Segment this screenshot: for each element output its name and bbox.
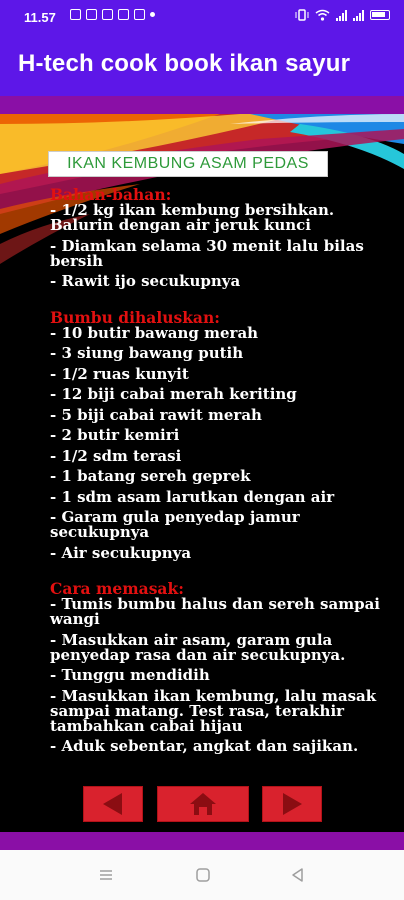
back-triangle-icon[interactable] <box>290 867 306 883</box>
gallery-icon <box>134 9 145 20</box>
list-item: - 2 butir kemiri <box>50 426 180 444</box>
wifi-icon <box>315 9 330 21</box>
next-button[interactable] <box>262 786 322 822</box>
home-circle-icon[interactable] <box>195 867 211 883</box>
app-title: H-tech cook book ikan sayur <box>18 50 351 77</box>
home-button[interactable] <box>157 786 249 822</box>
notification-icons <box>70 9 155 20</box>
list-item: - 1/2 sdm terasi <box>50 446 182 465</box>
list-item: - 1 batang sereh geprek <box>50 467 251 485</box>
messenger-icon <box>86 9 97 20</box>
list-item: - Rawit ijo secukupnya <box>50 272 241 290</box>
home-icon <box>158 787 248 821</box>
list-item: - 10 butir bawang merah <box>50 323 259 342</box>
list-item: - Diamkan selama 30 menit lalu bilas bersih <box>50 236 364 270</box>
signal-2-icon <box>353 10 364 21</box>
vibrate-icon <box>295 9 309 21</box>
app-bar <box>0 36 404 96</box>
recent-apps-icon[interactable] <box>98 867 114 883</box>
list-item: - Air secukupnya <box>50 543 192 562</box>
whatsapp-icon <box>70 9 81 20</box>
list-item: - Masukkan ikan kembung, lalu masak sampai matang. Test rasa, terakhir tambahkan cabai hijau <box>50 686 377 735</box>
bottom-divider-strip <box>0 832 404 850</box>
list-item: - Tunggu mendidih <box>50 666 210 684</box>
section-title-cooking-method: Cara memasak: <box>50 579 184 598</box>
list-item: - Aduk sebentar, angkat dan sajikan. <box>50 737 359 755</box>
top-divider-strip <box>0 96 404 114</box>
recipe-heading: IKAN KEMBUNG ASAM PEDAS <box>67 155 309 172</box>
system-status-icons <box>295 9 390 21</box>
signal-1-icon <box>336 10 347 21</box>
list-item: - 12 biji cabai merah keriting <box>50 385 297 403</box>
list-item: - Tumis bumbu halus dan sereh sampai wangi <box>50 595 380 628</box>
system-navigation-bar <box>0 850 404 900</box>
next-arrow-icon <box>263 787 321 821</box>
previous-arrow-icon <box>84 787 142 821</box>
recipe-heading-box <box>48 151 328 177</box>
recipe-content[interactable] <box>0 114 404 832</box>
list-item: - 3 siung bawang putih <box>50 344 244 362</box>
section-title-spice-paste: Bumbu dihaluskan: <box>50 307 220 327</box>
list-item: - 1/2 ruas kunyit <box>50 364 189 383</box>
status-bar <box>0 0 404 36</box>
dot-icon <box>150 12 155 17</box>
battery-icon <box>370 10 390 20</box>
previous-button[interactable] <box>83 786 143 822</box>
recipe-text <box>50 186 402 760</box>
bluetooth-media-icon <box>118 9 129 20</box>
status-time: 11.57 <box>24 10 56 25</box>
instagram-icon <box>102 9 113 20</box>
list-item: - Masukkan air asam, garam gula penyedap rasa dan air secukupnya. <box>50 630 346 664</box>
list-item: - 1 sdm asam larutkan dengan air <box>50 487 335 506</box>
list-item: - 5 biji cabai rawit merah <box>50 405 262 424</box>
list-item: - 1/2 kg ikan kembung bersihkan. Balurin dengan air jeruk kunci <box>50 201 335 234</box>
section-title-ingredients: Bahan-bahan: <box>50 185 172 204</box>
list-item: - Garam gula penyedap jamur secukupnya <box>50 508 300 541</box>
